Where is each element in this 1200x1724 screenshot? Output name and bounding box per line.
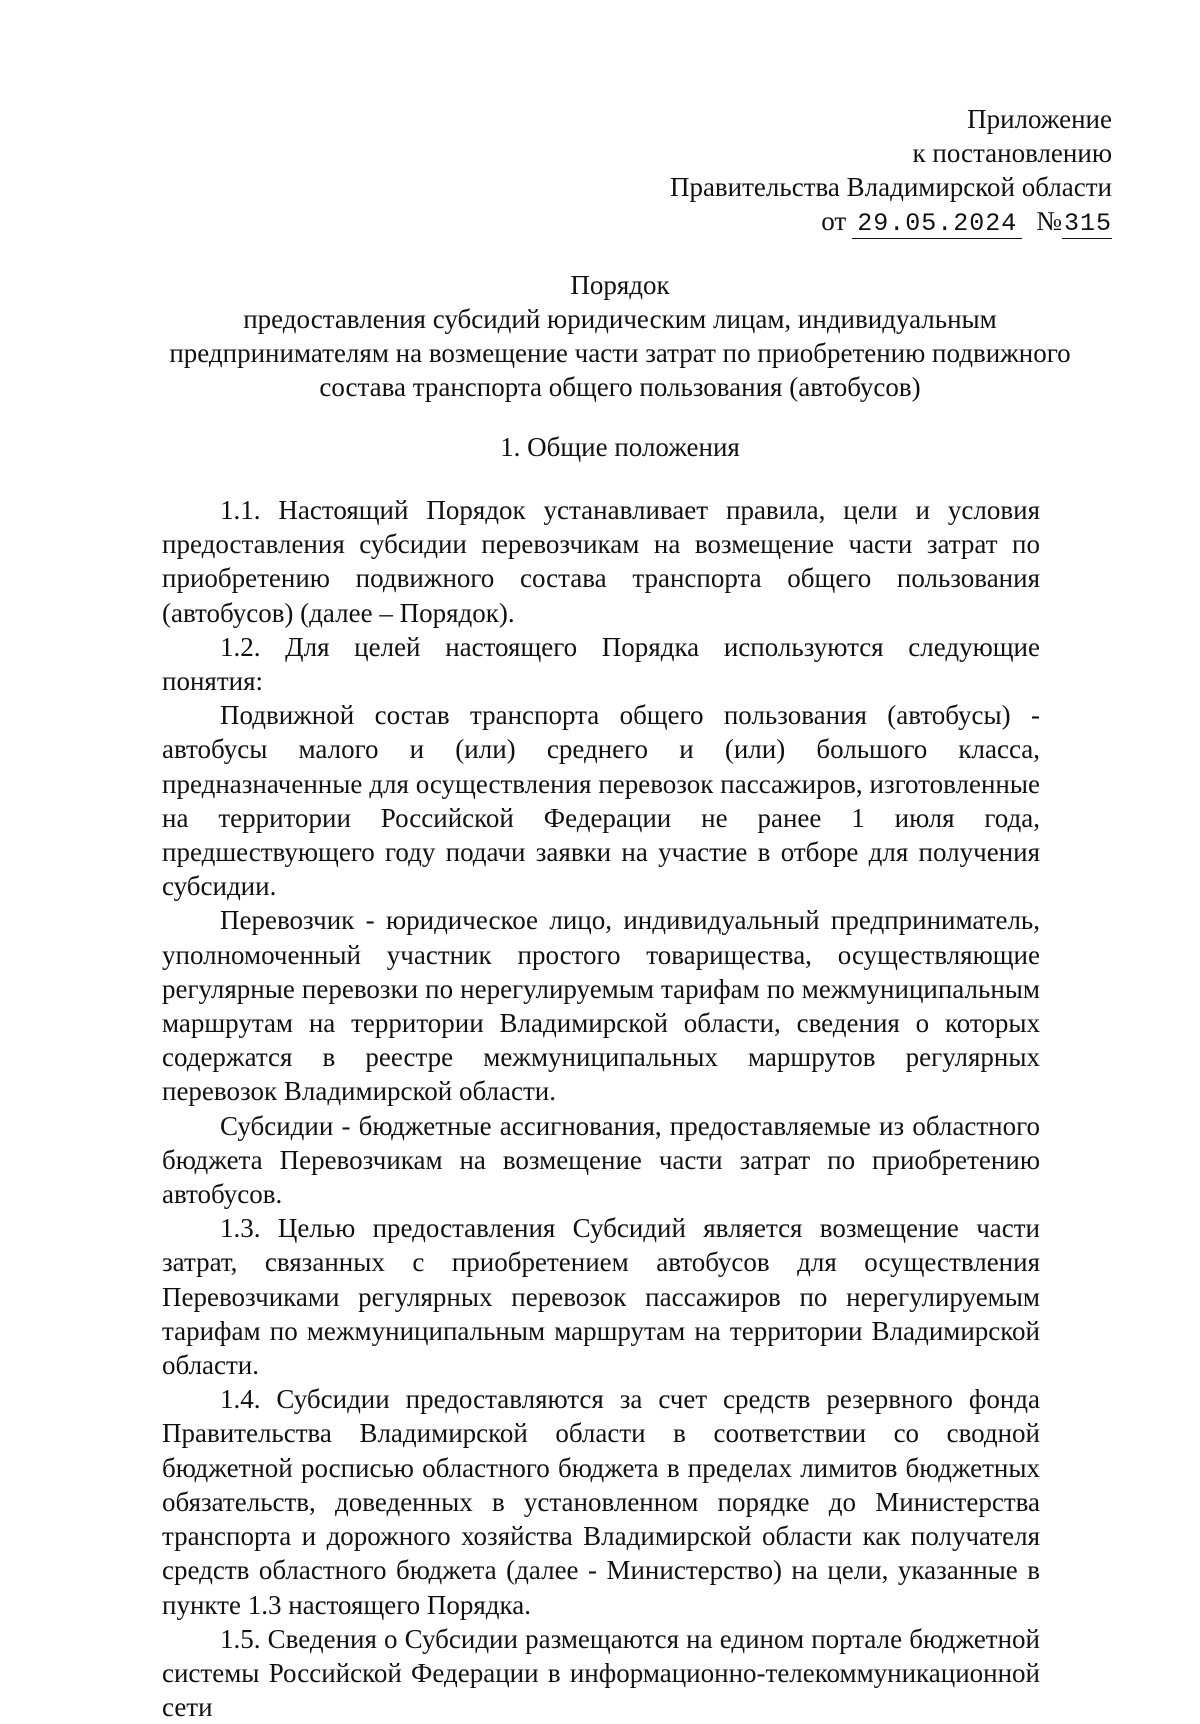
document-body xyxy=(162,493,1040,1724)
title-line-2: предоставления субсидий юридическим лицам, индивидуальным xyxy=(243,304,997,334)
appendix-date-line xyxy=(592,204,1112,239)
paragraph-1-2: 1.2. Для целей настоящего Порядка используются следующие понятия: xyxy=(162,631,1040,697)
paragraph-1-1: 1.1. Настоящий Порядок устанавливает правила, цели и условия предоставления субсидии перевозчикам на возмещение части затрат по приобретению подвижного состава транспорта общего пользования (автобусов) (далее – Порядок). xyxy=(162,495,1040,628)
title-line-1: Порядок xyxy=(570,270,670,300)
resolution-number: 315 xyxy=(1063,209,1112,238)
document-title xyxy=(150,268,1090,404)
title-line-3: предпринимателям на возмещение части затрат по приобретению подвижного xyxy=(169,338,1071,368)
number-prefix: № xyxy=(1036,206,1062,236)
section-heading: 1. Общие положения xyxy=(500,432,740,462)
resolution-date: 29.05.2024 xyxy=(852,210,1022,239)
definition-subsidies: Субсидии - бюджетные ассигнования, предоставляемые из областного бюджета Перевозчикам на возмещение части затрат по приобретению автобусов. xyxy=(162,1110,1040,1210)
definition-carrier: Перевозчик - юридическое лицо, индивидуальный предприниматель, уполномоченный участник простого товарищества, осуществляющие регулярные перевозки по нерегулируемым тарифам по межмуниципальным маршрутам на территории Владимирской области, сведения о которых содержатся в реестре межмуниципальных маршрутов регулярных перевозок Владимирской области. xyxy=(162,905,1040,1107)
paragraph-1-4: 1.4. Субсидии предоставляются за счет средств резервного фонда Правительства Владимирской области в соответствии со сводной бюджетной росписью областного бюджета в пределах лимитов бюджетных обязательств, доведенных в установленном порядке до Министерства транспорта и дорожного хозяйства Владимирской области как получателя средств областного бюджета (далее - Министерство) на цели, указанные в пункте 1.3 настоящего Порядка. xyxy=(162,1384,1040,1620)
appendix-label: Приложение xyxy=(967,104,1112,134)
date-prefix: от xyxy=(821,206,847,236)
paragraph-1-3: 1.3. Целью предоставления Субсидий является возмещение части затрат, связанных с приобретением автобусов для осуществления Перевозчиками регулярных перевозок пассажиров по нерегулируемым тарифам по межмуниципальным маршрутам на территории Владимирской области. xyxy=(162,1213,1040,1381)
appendix-resolution-ref: к постановлению xyxy=(912,138,1112,168)
definition-rolling-stock: Подвижной состав транспорта общего пользования (автобусы) - автобусы малого и (или) среднего и (или) большого класса, предназначенные для осуществления перевозок пассажиров, изготовленные на территории Российской Федерации не ранее 1 июля года, предшествующего году подачи заявки на участие в отборе для получения субсидии. xyxy=(162,700,1040,902)
appendix-authority: Правительства Владимирской области xyxy=(669,172,1112,202)
paragraph-1-5: 1.5. Сведения о Субсидии размещаются на едином портале бюджетной системы Российской Федерации в информационно-телекоммуникационной сети xyxy=(162,1623,1040,1723)
appendix-header xyxy=(592,102,1112,239)
title-line-4: состава транспорта общего пользования (автобусов) xyxy=(319,372,921,402)
